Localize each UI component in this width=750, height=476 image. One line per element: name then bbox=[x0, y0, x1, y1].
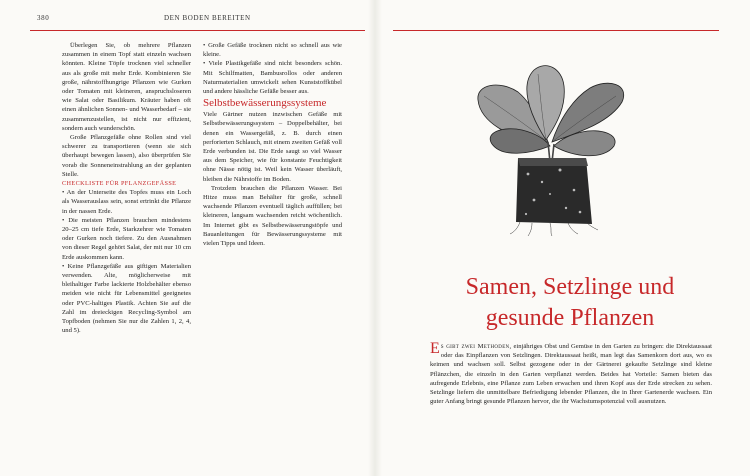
checklist-item: • Große Gefäße trocknen nicht so schnell aus wie kleine. bbox=[203, 42, 342, 59]
running-head: DEN BODEN BEREITEN bbox=[164, 14, 251, 22]
intro-lead-in: s gibt zwei Methoden, bbox=[440, 343, 512, 350]
chapter-title bbox=[430, 272, 710, 334]
paragraph: Trotzdem brauchen die Pflanzen Wasser. Bei Hitze muss man Behälter für große, schnell wachsende Pflanzen eventuell täglich auffüllen; bei kleineren, langsam wachsenden reicht wöchentlich. Im Internet gibt es Selbstbewässerungstöpfe und Bauanleitungen für Bewässerungssysteme mit vielen Tipps und Ideen. bbox=[203, 184, 342, 248]
checklist-heading: CHECKLISTE FÜR PFLANZGEFÄSSE bbox=[62, 180, 177, 188]
book-gutter bbox=[368, 0, 382, 476]
left-column-2 bbox=[203, 41, 342, 248]
paragraph: Überlegen Sie, ob mehrere Pflanzen zusammen in einem Topf statt einzeln wachsen könnten. Kleine Töpfe trocknen viel schneller aus als große mit mehr Erde. Kombinieren Sie große, nährstoffhungrige Pflanzen wie Gurken oder Tomaten mit kleineren, anspruchsloseren wie Salat oder Basilikum. Kräuter haben oft einen ähnlichen Sonnen- und Wasserbedarf – sie zusammenzustellen, ist nicht nur effizient, sondern auch wunderschön. bbox=[62, 42, 191, 132]
drop-cap: E bbox=[430, 340, 440, 357]
header-rule-left bbox=[30, 30, 365, 31]
header-rule-right bbox=[393, 30, 719, 31]
intro-paragraph bbox=[430, 342, 712, 406]
chapter-title-line-1: Samen, Setzlinge und bbox=[465, 274, 675, 300]
checklist-item: • Keine Pflanzgefäße aus giftigen Materialien verwenden. Alte, möglicherweise mit bleihaltiger Farbe lackierte Holzbehälter ebenso meiden wie nicht für Lebensmittel geeignetes oder PVC-haltiges Plastik. Achten Sie auf die Zahl im dreieckigen Recycling-Symbol am Topfboden (nehmen Sie nur die Zahlen 1, 2, 4, und 5). bbox=[62, 262, 191, 335]
intro-body: einjähriges Obst und Gemüse in den Garten zu bringen: die Direktaussaat oder das Einpflanzen von Setzlingen. Direktaussaat heißt, man legt das Samenkorn dort aus, wo es keimen und wachsen soll. Selbst gezogene oder in der Gärtnerei gekaufte Setzlinge sind kleine Pflänzchen, die einzeln in den Garten verpflanzt werden. Beides hat Vorteile: Samen bieten das aufregende Erlebnis, eine Pflanze zum Leben erwachen und ihren Kopf aus der Erde strecken zu sehen. Setzlinge liefern die unmittelbare Befriedigung lebender Pflanzen, die in Ihrer Gartenerde wachsen. Ein guter Anfang bringt gesunde Pflanzen hervor, die ihr Wachstumspotenzial voll ausnutzen. bbox=[430, 343, 712, 406]
paragraph: Viele Gärtner nutzen inzwischen Gefäße mit Selbstbewässerungssystem – Doppelbehälter, bei denen ein Wassergefäß, z. B. durch einen perforierten Schlauch, mit einem zweiten Gefäß voll Erde verbunden ist. Die Erde saugt so viel Wasser aus dem Speicher, wie für konstante Feuchtigkeit ohne Nässe nötig ist. Weil kein Wasser überläuft, bleiben die Nährstoffe im Boden. bbox=[203, 111, 342, 183]
leaves bbox=[478, 66, 624, 156]
checklist-item: • Die meisten Pflanzen brauchen mindestens 20–25 cm tiefe Erde, Starkzehrer wie Tomaten oder Gurken noch tiefere. Zu den Ausnahmen von dieser Regel gehört Salat, der mit nur 10 cm Erde auskommen kann. bbox=[62, 216, 191, 261]
paragraph: Große Pflanzgefäße ohne Rollen sind viel schwerer zu transportieren (wenn sie sich überhaupt bewegen lassen), also überprüfen Sie vorab die Sonneneinstrahlung an der geplanten Stelle. bbox=[62, 134, 191, 178]
page-number: 380 bbox=[37, 14, 50, 22]
seedling-illustration bbox=[470, 62, 630, 237]
left-column-1 bbox=[62, 41, 191, 336]
checklist-item: • Viele Plastikgefäße sind nicht besonders schön. Mit Schilfmatten, Bambusrollos oder anderen Naturmaterialien umwickelt sehen Kunststoffkübel und andere hässliche Gefäße besser aus. bbox=[203, 60, 342, 96]
roots bbox=[510, 222, 598, 236]
subheading: Selbstbewässerungssysteme bbox=[203, 97, 327, 110]
checklist-item: • An der Unterseite des Topfes muss ein Loch als Wasserauslass sein, sonst ertrinkt die Pflanze in der nassen Erde. bbox=[62, 189, 191, 215]
chapter-title-line-2: gesunde Pflanzen bbox=[485, 305, 655, 331]
soil-block bbox=[516, 158, 592, 224]
